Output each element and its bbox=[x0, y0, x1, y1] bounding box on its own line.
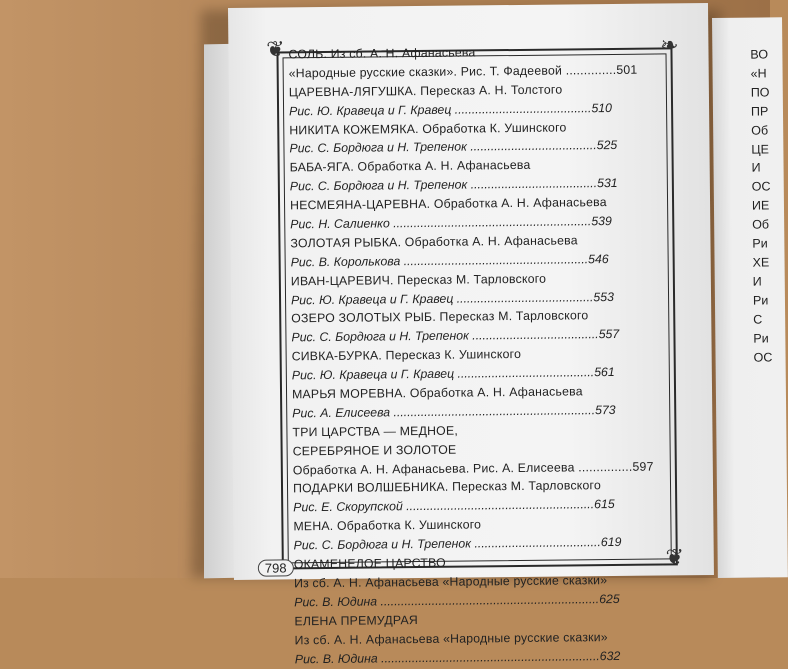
right-page-fragment: ЦЕ bbox=[751, 141, 770, 157]
toc-line: Обработка А. Н. Афанасьева. Рис. А. Елисеева ...............597 bbox=[292, 459, 654, 477]
toc-line: Из сб. А. Н. Афанасьева «Народные русские сказки» bbox=[294, 629, 608, 647]
right-page-fragment: И bbox=[751, 160, 761, 176]
toc-line: ЕЛЕНА ПРЕМУДРАЯ bbox=[294, 612, 419, 629]
toc-line: «Народные русские сказки». Рис. Т. Фадеевой ..............501 bbox=[288, 62, 638, 81]
right-page-fragment: ПР bbox=[750, 104, 769, 119]
toc-line: Рис. С. Бордюга и Н. Трепенок .....................................525 bbox=[289, 138, 618, 156]
left-book-page bbox=[228, 3, 714, 666]
toc-line: Из сб. А. Н. Афанасьева «Народные русские сказки» bbox=[293, 572, 608, 591]
toc-line: Рис. Ю. Кравеца и Г. Кравец ........................................553 bbox=[290, 289, 614, 307]
corner-ornament-top-left-icon: ❦ bbox=[266, 36, 285, 62]
toc-line: НЕСМЕЯНА-ЦАРЕВНА. Обработка А. Н. Афанасьева bbox=[289, 195, 607, 213]
right-page-fragment: ИЕ bbox=[751, 198, 770, 213]
toc-line: ПОДАРКИ ВОЛШЕБНИКА. Пересказ М. Тарловского bbox=[292, 478, 602, 496]
right-page-fragment: «Н bbox=[750, 66, 767, 81]
toc-line: ЗОЛОТАЯ РЫБКА. Обработка А. Н. Афанасьева bbox=[290, 233, 578, 251]
toc-line: НИКИТА КОЖЕМЯКА. Обработка К. Ушинского bbox=[289, 120, 567, 137]
right-page-fragment: И bbox=[752, 274, 762, 289]
toc-line: Рис. С. Бордюга и Н. Трепенок .....................................619 bbox=[293, 535, 622, 553]
right-page-fragment: Об bbox=[751, 123, 769, 138]
corner-ornament-top-right-icon: ❧ bbox=[660, 32, 679, 58]
right-page-fragment: ОС bbox=[751, 179, 771, 194]
toc-line: БАБА-ЯГА. Обработка А. Н. Афанасьева bbox=[289, 158, 531, 175]
right-page-fragment: ПО bbox=[750, 85, 770, 100]
right-page-fragment: ВО bbox=[750, 47, 769, 62]
toc-line: СИВКА-БУРКА. Пересказ К. Ушинского bbox=[291, 347, 522, 364]
toc-line: Рис. В. Юдина ................................................................632 bbox=[294, 648, 621, 666]
table-of-contents bbox=[288, 41, 679, 668]
right-page-fragment: Об bbox=[752, 217, 770, 232]
toc-line: СЕРЕБРЯНОЕ И ЗОЛОТОЕ bbox=[292, 442, 457, 459]
toc-line: ИВАН-ЦАРЕВИЧ. Пересказ М. Тарловского bbox=[290, 271, 547, 289]
toc-line: СОЛЬ. Из сб. А. Н. Афанасьева bbox=[288, 45, 476, 62]
right-page-text-fragments bbox=[750, 45, 772, 367]
toc-line: Рис. Ю. Кравеца и Г. Кравец ........................................510 bbox=[289, 100, 612, 119]
toc-line: Рис. Ю. Кравеца и Г. Кравец ........................................561 bbox=[291, 365, 615, 383]
toc-line: Рис. Н. Салиенко ..........................................................539 bbox=[290, 214, 612, 232]
toc-line: Рис. В. Королькова ......................................................546 bbox=[290, 251, 609, 270]
toc-line: Рис. С. Бордюга и Н. Трепенок .....................................531 bbox=[289, 176, 618, 194]
toc-line: Рис. В. Юдина ................................................................625 bbox=[294, 591, 620, 610]
right-book-page bbox=[712, 17, 788, 578]
toc-line: МЕНА. Обработка К. Ушинского bbox=[293, 517, 482, 534]
page-number: 798 bbox=[258, 559, 294, 576]
toc-line: Рис. Е. Скорупской .......................................................615 bbox=[293, 497, 615, 515]
right-page-fragment: Ри bbox=[752, 293, 769, 308]
right-page-fragment: Ри bbox=[753, 331, 769, 346]
toc-line: Рис. А. Елисеева ...........................................................573 bbox=[292, 402, 616, 421]
right-page-fragment: ХЕ bbox=[752, 255, 770, 270]
right-page-fragment: Ри bbox=[752, 236, 768, 251]
toc-line: Рис. С. Бордюга и Н. Трепенок .....................................557 bbox=[291, 327, 620, 345]
toc-line: ОКАМЕНЕЛОЕ ЦАРСТВО bbox=[293, 555, 446, 572]
toc-line: МАРЬЯ МОРЕВНА. Обработка А. Н. Афанасьева bbox=[291, 384, 583, 402]
toc-line: ОЗЕРО ЗОЛОТЫХ РЫБ. Пересказ М. Тарловского bbox=[291, 308, 589, 326]
right-page-fragment: ОС bbox=[753, 349, 773, 365]
right-page-fragment: С bbox=[753, 312, 763, 327]
toc-line: ЦАРЕВНА-ЛЯГУШКА. Пересказ А. Н. Толстого bbox=[288, 82, 563, 100]
corner-ornament-bottom-right-icon: ❦ bbox=[665, 544, 685, 570]
toc-line: ТРИ ЦАРСТВА — МЕДНОЕ, bbox=[292, 423, 458, 440]
